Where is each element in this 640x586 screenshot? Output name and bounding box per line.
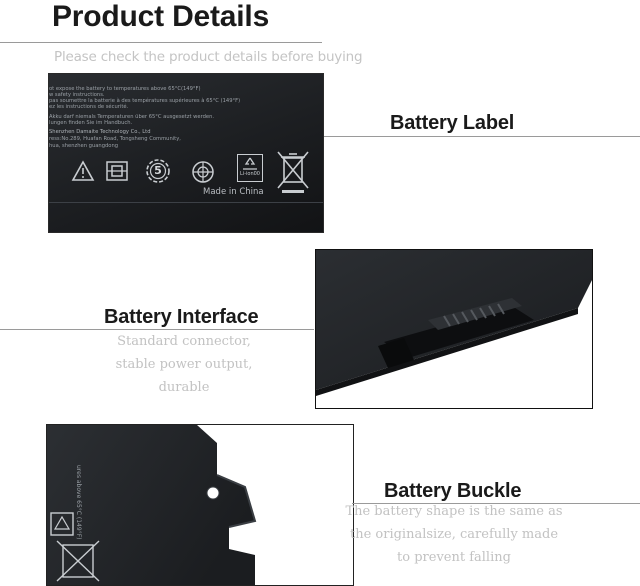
battery-label-divider xyxy=(324,136,640,137)
label-text-line-6: lungen finden Sie im Handbuch. xyxy=(49,120,133,126)
interface-desc-line-2: stable power output, xyxy=(115,357,253,372)
label-text-line-7: Shenzhen Damaite Technology Co., Ltd xyxy=(49,129,151,135)
eco-period-number: 5 xyxy=(154,164,162,177)
interface-desc-line-1: Standard connector, xyxy=(117,334,251,349)
eco-period-badge-icon xyxy=(145,158,171,184)
label-text-line-4: ez les instructions de sécurité. xyxy=(49,104,129,110)
certification-circle-icon xyxy=(191,160,215,184)
heading-battery-interface: Battery Interface xyxy=(104,306,259,328)
label-text-line-9: hua, shenzhen guangdong xyxy=(49,143,119,149)
battery-seam xyxy=(49,202,323,203)
battery-buckle-description xyxy=(342,500,566,569)
heading-battery-buckle: Battery Buckle xyxy=(384,480,522,502)
made-in-label: Made in China xyxy=(203,187,264,197)
buckle-illustration xyxy=(47,425,353,585)
warning-triangle-icon xyxy=(71,160,95,182)
recycle-code: Li-ion00 xyxy=(240,171,260,177)
battery-buckle-photo xyxy=(46,424,354,586)
label-text-line-1: ot expose the battery to temperatures above 65°C(149°F) xyxy=(49,86,201,92)
label-text-line-2: w safety instructions. xyxy=(49,92,105,98)
svg-text:ures above 65°C (149°F): ures above 65°C (149°F) xyxy=(75,465,82,540)
buckle-desc-line-1: The battery shape is the same as xyxy=(345,504,563,519)
heading-battery-label: Battery Label xyxy=(390,112,515,134)
buckle-desc-line-2: the originalsize, carefully made xyxy=(349,527,559,542)
recycle-icon xyxy=(237,154,263,182)
label-text-line-8: ress:No.289, Huafan Road, Tongsheng Community, xyxy=(49,136,181,142)
compliance-mark-icon xyxy=(105,160,129,182)
label-text-line-5: Akku darf niemals Temperaturen über 65°C ausgesetzt werden. xyxy=(49,114,215,120)
page-title: Product Details xyxy=(52,0,270,33)
battery-interface-photo xyxy=(315,249,593,409)
buckle-desc-line-3: to prevent falling xyxy=(397,550,511,565)
page-subtitle: Please check the product details before buying xyxy=(54,49,363,65)
connector-illustration xyxy=(316,250,592,408)
interface-desc-line-3: durable xyxy=(158,380,210,395)
label-text-line-3: pas soumettre la batterie à des températures supérieures à 65°C (149°F) xyxy=(49,98,241,104)
battery-label-photo xyxy=(48,73,324,233)
battery-interface-description xyxy=(100,330,268,399)
crossed-bin-icon xyxy=(275,148,311,194)
title-divider xyxy=(0,42,322,43)
